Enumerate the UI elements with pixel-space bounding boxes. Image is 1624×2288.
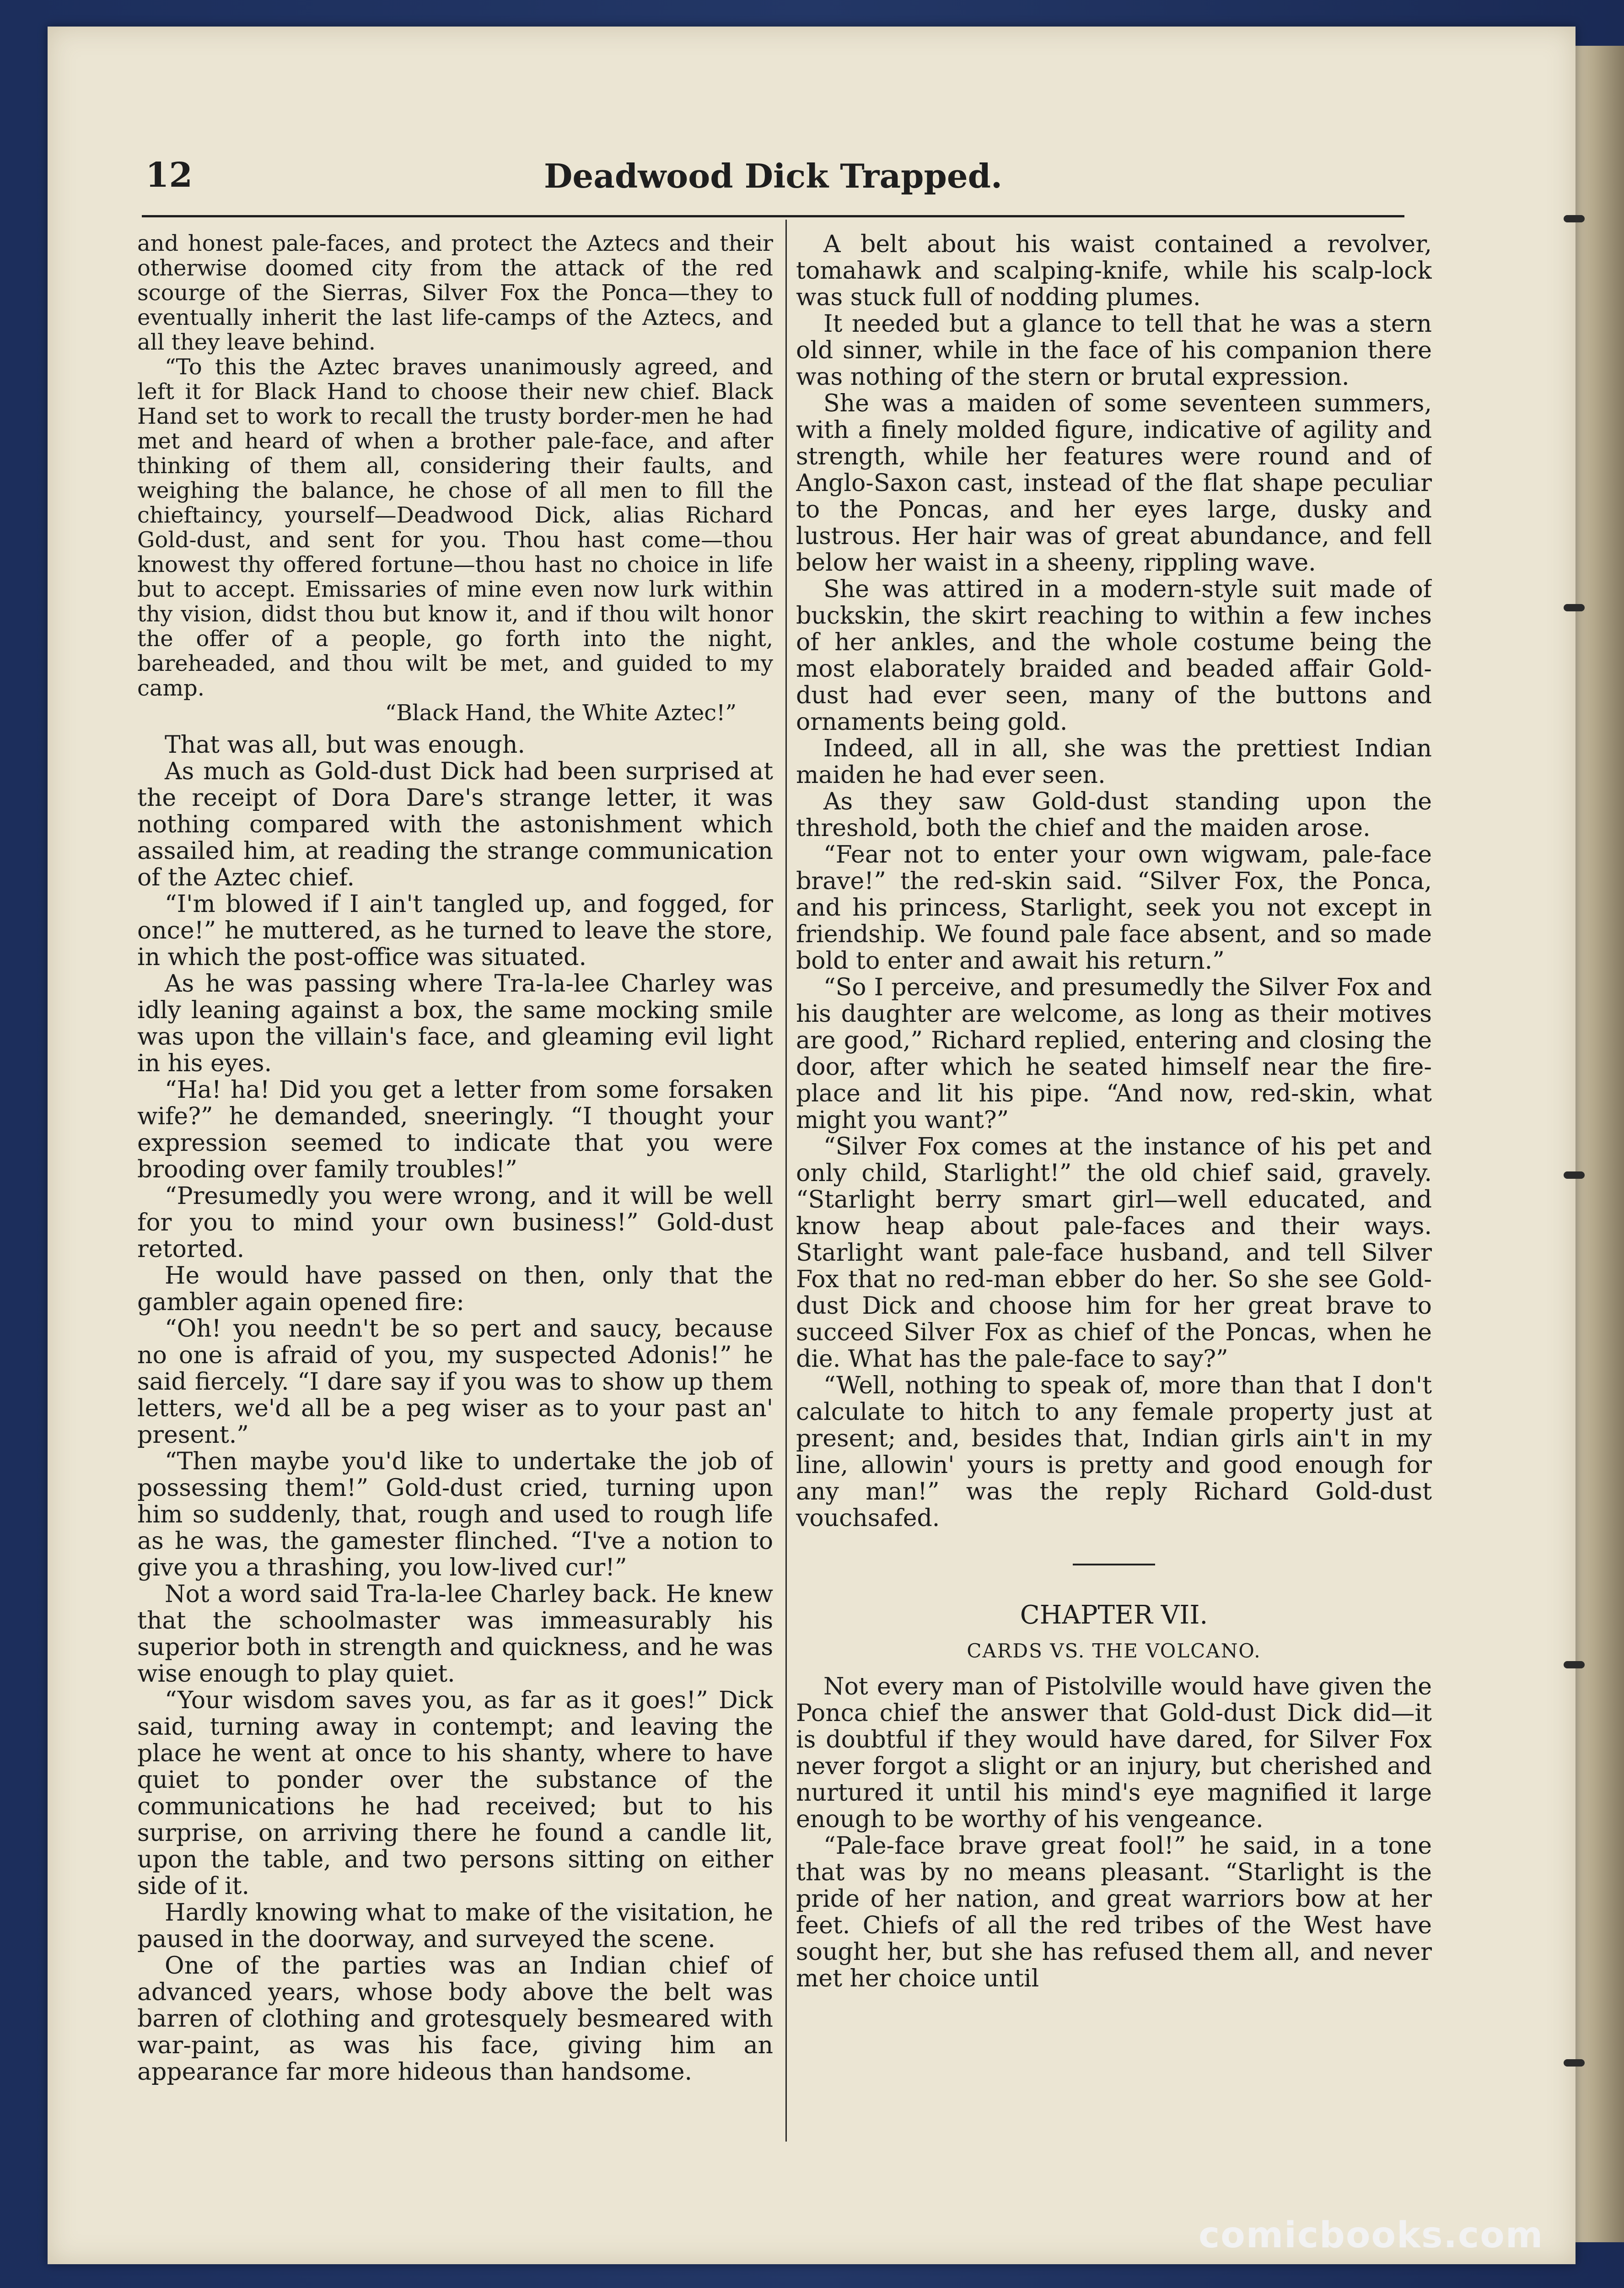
- left-column: [137, 231, 773, 2153]
- paragraph: That was all, but was enough.: [165, 731, 525, 759]
- paragraph: She was a maiden of some seventeen summers, with a finely molded figure, indicative of agility and strength, while her features were round and of Anglo-Saxon cast, instead of the flat shape peculiar to the Poncas, and her eyes large, dusky and lustrous. Her hair was of great abundance, and fell below her waist in a sheeny, rippling wave.: [796, 390, 1432, 577]
- paragraph: As they saw Gold-dust standing upon the threshold, both the chief and the maiden arose.: [796, 788, 1432, 842]
- staple-mark: [1564, 215, 1585, 222]
- page-number: 12: [145, 156, 193, 195]
- page-spine: [1574, 46, 1624, 2242]
- paragraph: One of the parties was an Indian chief of advanced years, whose body above the belt was barren of clothing and grotesquely besmeared with war-paint, as was his face, giving him an appearance far more hideous than handsome.: [137, 1952, 773, 2086]
- chapter-subtitle: CARDS VS. THE VOLCANO.: [967, 1640, 1261, 1662]
- right-column: [796, 231, 1432, 2153]
- paragraph: Hardly knowing what to make of the visitation, he paused in the doorway, and surveyed the scene.: [137, 1899, 773, 1953]
- paragraph: “I'm blowed if I ain't tangled up, and fogged, for once!” he muttered, as he turned to leave the store, in which the post-office was situated.: [137, 890, 773, 971]
- paragraph: As much as Gold-dust Dick had been surprised at the receipt of Dora Dare's strange letter, it was nothing compared with the astonishment which assailed him, at reading the strange communication of the Aztec chief.: [137, 758, 773, 891]
- running-title: Deadwood Dick Trapped.: [543, 156, 1003, 195]
- chapter-title: CHAPTER VII.: [1020, 1600, 1208, 1630]
- page-header: [142, 146, 1404, 217]
- paragraph: “Ha! ha! Did you get a letter from some forsaken wife?” he demanded, sneeringly. “I thought your expression seemed to indicate that you were brooding over family troubles!”: [137, 1076, 773, 1183]
- paragraph: She was attired in a modern-style suit made of buckskin, the skirt reaching to within a few inches of her ankles, and the whole costume being the most elaborately braided and beaded affair Gold-dust had ever seen, many of the buttons and ornaments being gold.: [796, 576, 1432, 736]
- paragraph: “Then maybe you'd like to undertake the job of possessing them!” Gold-dust cried, turning upon him so suddenly, that, rough and used to rough life as he was, the gamester flinched. “I've a notion to give you a thrashing, you low-lived cur!”: [137, 1448, 773, 1581]
- column-divider: [785, 220, 787, 2142]
- paragraph: and honest pale-faces, and protect the Aztecs and their otherwise doomed city from the attack of the red scourge of the Sierras, Silver Fox the Ponca—they to eventually inherit the last life-camps of the Aztecs, and all they leave behind.: [137, 231, 773, 355]
- staple-mark: [1564, 604, 1585, 611]
- paragraph: “Silver Fox comes at the instance of his pet and only child, Starlight!” the old chief said, gravely. “Starlight berry smart girl—well educated, and know heap about pale-faces and their ways. Starlight want pale-face husband, and tell Silver Fox that no red-man ebber do her. So she see Gold-dust Dick and choose him for her great brave to succeed Silver Fox as chief of the Poncas, when he die. What has the pale-face to say?”: [796, 1133, 1432, 1373]
- paragraph: Not every man of Pistolville would have given the Ponca chief the answer that Gold-dust Dick did—it is doubtful if they would have dared, for Silver Fox never forgot a slight or an injury, but cherished and nurtured it until his mind's eye magnified it large enough to be worthy of his vengeance.: [796, 1673, 1432, 1833]
- paragraph: Indeed, all in all, she was the prettiest Indian maiden he had ever seen.: [796, 735, 1432, 789]
- paragraph: “To this the Aztec braves unanimously agreed, and left it for Black Hand to choose their new chief. Black Hand set to work to recall the trusty border-men he had met and heard of when a brother pale-face, and after thinking of them all, considering their faults, and weighing the balance, he chose of all men to fill the chieftaincy, yourself—Deadwood Dick, alias Richard Gold-dust, and sent for you. Thou hast come—thou knowest thy offered fortune—thou hast no choice in life but to accept. Emissaries of mine even now lurk within thy vision, didst thou but know it, and if thou wilt honor the offer of a people, go forth into the night, bareheaded, and thou wilt be met, and guided to my camp.: [137, 354, 773, 701]
- paragraph: A belt about his waist contained a revolver, tomahawk and scalping-knife, while his scalp-lock was stuck full of nodding plumes.: [796, 231, 1432, 311]
- staple-mark: [1564, 2059, 1585, 2067]
- paragraph: “So I perceive, and presumedly the Silver Fox and his daughter are welcome, as long as their motives are good,” Richard replied, entering and closing the door, after which he seated himself near the fire-place and lit his pipe. “And now, red-skin, what might you want?”: [796, 974, 1432, 1134]
- paragraph: As he was passing where Tra-la-lee Charley was idly leaning against a box, the same mocking smile was upon the villain's face, and gleaming evil light in his eyes.: [137, 970, 773, 1077]
- staple-mark: [1564, 1171, 1585, 1179]
- paragraph: He would have passed on then, only that the gambler again opened fire:: [137, 1262, 773, 1316]
- letter-signature: “Black Hand, the White Aztec!”: [385, 700, 737, 726]
- chapter-divider: [1073, 1564, 1155, 1565]
- watermark: comicbooks.com: [1199, 2215, 1544, 2256]
- paragraph: “Pale-face brave great fool!” he said, in a tone that was by no means pleasant. “Starlight is the pride of her nation, and great warriors bow at her feet. Chiefs of all the red tribes of the West have sought her, but she has refused them all, and never met her choice until: [796, 1832, 1432, 1992]
- paragraph: It needed but a glance to tell that he was a stern old sinner, while in the face of his companion there was nothing of the stern or brutal expression.: [796, 310, 1432, 391]
- paragraph: “Your wisdom saves you, as far as it goes!” Dick said, turning away in contempt; and leaving the place he went at once to his shanty, where to have quiet to ponder over the substance of the communications he had received; but to his surprise, on arriving there he found a candle lit, upon the table, and two persons sitting on either side of it.: [137, 1687, 773, 1900]
- staple-mark: [1564, 1661, 1585, 1668]
- paragraph: Not a word said Tra-la-lee Charley back. He knew that the schoolmaster was immeasurably his superior both in strength and quickness, and he was wise enough to play quiet.: [137, 1581, 773, 1688]
- paragraph: “Well, nothing to speak of, more than that I don't calculate to hitch to any female property just at present; and, besides that, Indian girls ain't in my line, allowin' yours is pretty and good enough for any man!” was the reply Richard Gold-dust vouchsafed.: [796, 1372, 1432, 1532]
- paragraph: “Fear not to enter your own wigwam, pale-face brave!” the red-skin said. “Silver Fox, the Ponca, and his princess, Starlight, seek you not except in friendship. We found pale face absent, and so made bold to enter and await his return.”: [796, 841, 1432, 975]
- paragraph: “Presumedly you were wrong, and it will be well for you to mind your own business!” Gold-dust retorted.: [137, 1182, 773, 1263]
- paragraph: “Oh! you needn't be so pert and saucy, because no one is afraid of you, my suspected Adonis!” he said fiercely. “I dare say if you was to show up them letters, we'd all be a peg wiser as to your past an' present.”: [137, 1315, 773, 1449]
